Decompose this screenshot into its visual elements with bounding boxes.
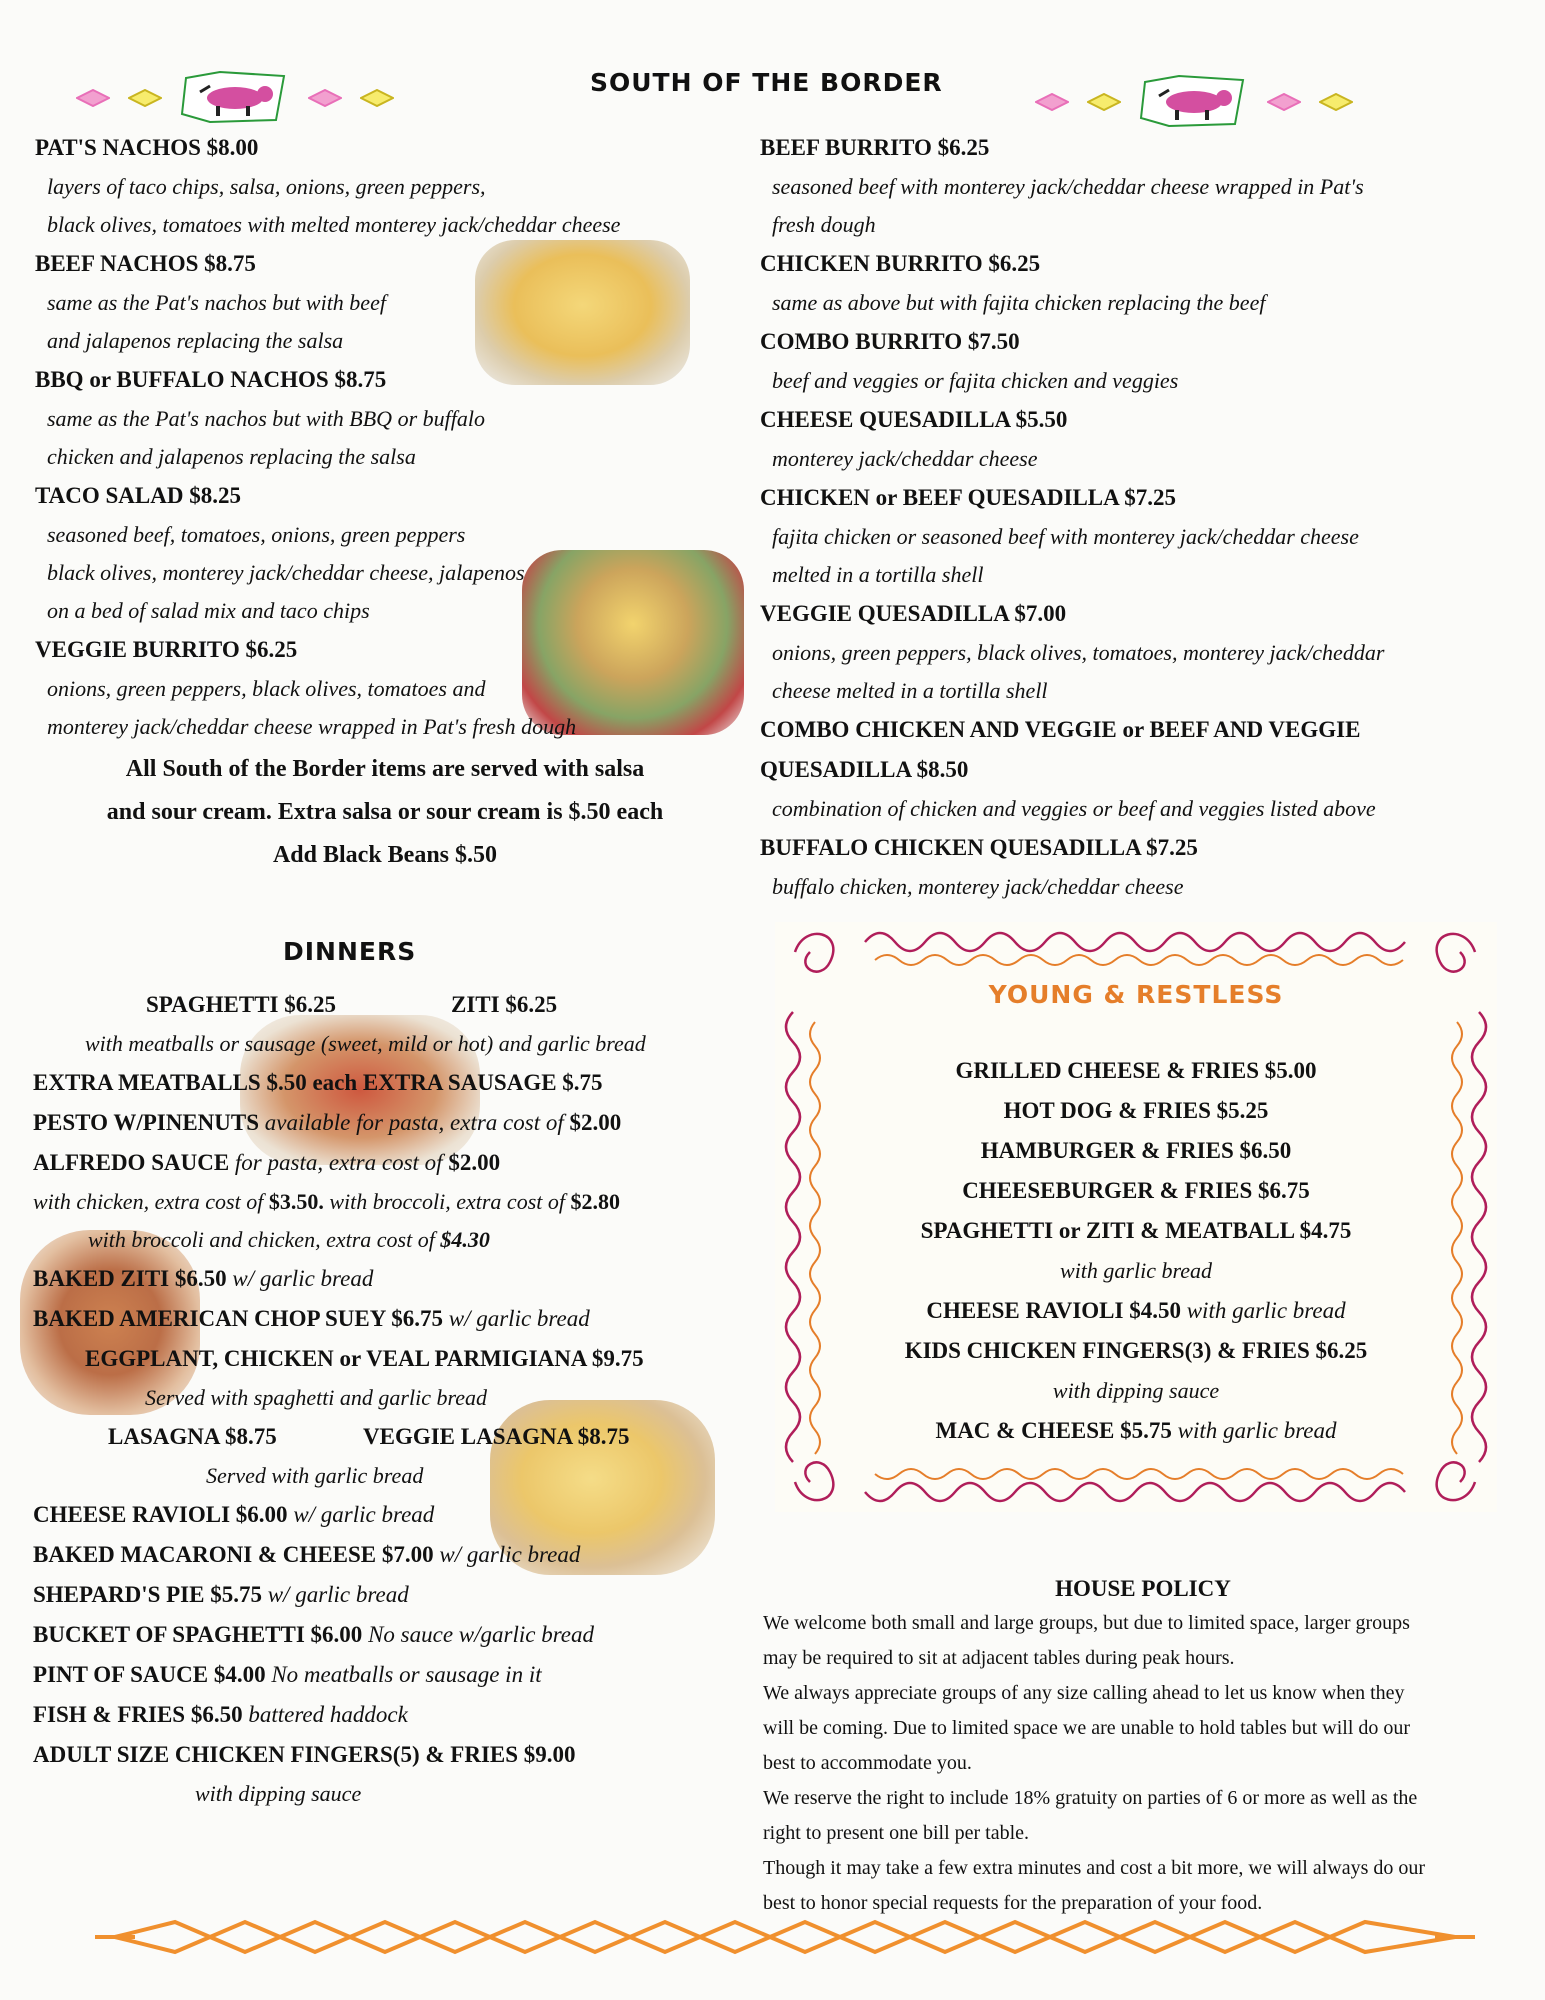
policy-line: We welcome both small and large groups, but due to limited space, larger groups	[763, 1612, 1410, 1634]
dinner-item-note: w/ garlic bread	[267, 1582, 409, 1607]
dinner-extra-meatballs: EXTRA MEATBALLS $.50 each EXTRA SAUSAGE $.75	[33, 1070, 603, 1095]
dinner-pesto	[33, 1103, 753, 1143]
menu-item-desc: chicken and jalapenos replacing the salsa	[47, 444, 416, 469]
menu-item-name: QUESADILLA $8.50	[760, 757, 969, 782]
dinner-option-note: with broccoli, extra cost of	[323, 1189, 571, 1214]
menu-item-name: VEGGIE QUESADILLA $7.00	[760, 601, 1067, 626]
menu-item-desc: same as the Pat's nachos but with BBQ or buffalo	[47, 406, 485, 431]
menu-item-desc: on a bed of salad mix and taco chips	[47, 598, 370, 623]
kids-item-desc: with garlic bread	[1060, 1258, 1212, 1283]
policy-line: may be required to sit at adjacent tables during peak hours.	[763, 1647, 1235, 1669]
menu-item-desc: fresh dough	[772, 212, 876, 237]
dinner-item-name: ADULT SIZE CHICKEN FINGERS(5) & FRIES $9.00	[33, 1742, 576, 1767]
kids-item: SPAGHETTI or ZITI & MEATBALL $4.75	[920, 1218, 1352, 1243]
dinner-item-name: PINT OF SAUCE $4.00	[33, 1662, 272, 1687]
dinner-item-note: w/ garlic bread	[232, 1266, 374, 1291]
dinner-desc: Served with garlic bread	[206, 1463, 424, 1488]
sob-note-line: and sour cream. Extra salsa or sour cream is $.50 each	[106, 799, 664, 825]
kids-item: KIDS CHICKEN FINGERS(3) & FRIES $6.25	[904, 1338, 1368, 1363]
policy-line: best to honor special requests for the preparation of your food.	[763, 1892, 1263, 1914]
young-restless-list	[775, 1051, 1497, 1451]
dinner-alfredo-options	[33, 1221, 753, 1259]
pink-diamond-icon	[1035, 93, 1069, 111]
policy-line: will be coming. Due to limited space we are unable to hold tables but will do our	[763, 1717, 1411, 1739]
dinner-list-item	[33, 1655, 753, 1695]
dinner-item-note: w/ garlic bread	[293, 1502, 435, 1527]
yellow-diamond-icon	[1087, 93, 1121, 111]
menu-item-desc: seasoned beef with monterey jack/cheddar cheese wrapped in Pat's	[772, 174, 1364, 199]
dinner-item-note: No sauce w/garlic bread	[368, 1622, 594, 1647]
menu-item-name: PAT'S NACHOS $8.00	[35, 135, 259, 160]
menu-item-desc: same as the Pat's nachos but with beef	[47, 290, 386, 315]
pink-diamond-icon	[1267, 93, 1301, 111]
dinner-list-item	[33, 1575, 753, 1615]
kids-item: HOT DOG & FRIES $5.25	[1003, 1098, 1269, 1123]
dinner-alfredo-options	[33, 1183, 753, 1221]
kids-item: HAMBURGER & FRIES $6.50	[980, 1138, 1292, 1163]
dinner-list-item	[33, 1495, 753, 1535]
dinner-item-name: CHEESE RAVIOLI $6.00	[33, 1502, 294, 1527]
menu-item-desc: cheese melted in a tortilla shell	[772, 678, 1048, 703]
sob-note-line: All South of the Border items are served with salsa	[125, 756, 645, 782]
menu-item-desc: onions, green peppers, black olives, tomatoes and	[47, 676, 486, 701]
menu-item-desc: buffalo chicken, monterey jack/cheddar cheese	[772, 874, 1184, 899]
dinner-ziti: ZITI $6.25	[451, 992, 558, 1017]
sob-note-line: Add Black Beans $.50	[272, 842, 498, 868]
policy-line: right to present one bill per table.	[763, 1822, 1030, 1844]
pink-diamond-icon	[76, 89, 110, 107]
menu-item-name: CHICKEN or BEEF QUESADILLA $7.25	[760, 485, 1176, 510]
kids-item: CHEESEBURGER & FRIES $6.75	[962, 1178, 1310, 1203]
yellow-diamond-icon	[360, 89, 394, 107]
menu-item-desc: fajita chicken or seasoned beef with monterey jack/cheddar cheese	[772, 524, 1359, 549]
dinner-item-name: FISH & FRIES $6.50	[33, 1702, 249, 1727]
menu-item-desc: monterey jack/cheddar cheese	[772, 446, 1038, 471]
policy-line: We reserve the right to include 18% gratuity on parties of 6 or more as well as the	[763, 1787, 1418, 1809]
menu-item-name: BUFFALO CHICKEN QUESADILLA $7.25	[760, 835, 1198, 860]
dinner-item-note: w/ garlic bread	[439, 1542, 581, 1567]
dinner-chop-suey	[33, 1299, 753, 1339]
kids-item-name: MAC & CHEESE $5.75	[935, 1418, 1178, 1443]
yellow-diamond-icon	[128, 89, 162, 107]
house-policy	[763, 1572, 1523, 1921]
dinner-parmigiana: EGGPLANT, CHICKEN or VEAL PARMIGIANA $9.75	[85, 1346, 644, 1371]
menu-item-name: VEGGIE BURRITO $6.25	[35, 637, 298, 662]
dinner-lasagna: LASAGNA $8.75	[108, 1424, 277, 1449]
dinner-alfredo	[33, 1143, 753, 1183]
dinner-list-item	[33, 1615, 753, 1655]
dinner-desc: with meatballs or sausage (sweet, mild or hot) and garlic bread	[85, 1031, 646, 1056]
dinner-desc: Served with spaghetti and garlic bread	[145, 1385, 487, 1410]
menu-item-name: BBQ or BUFFALO NACHOS $8.75	[35, 367, 387, 392]
section-title-young-restless: YOUNG & RESTLESS	[988, 980, 1284, 1009]
header-left-ornaments	[76, 70, 394, 125]
menu-item-name: TACO SALAD $8.25	[35, 483, 241, 508]
sob-left-column	[35, 128, 735, 877]
kids-item	[775, 1411, 1497, 1451]
dinner-veggie-lasagna: VEGGIE LASAGNA $8.75	[363, 1424, 630, 1449]
dinner-item-note: No meatballs or sausage in it	[271, 1662, 542, 1687]
pig-icon	[180, 70, 290, 125]
sob-note	[35, 748, 735, 877]
dinner-list-item	[33, 1735, 753, 1775]
menu-item-name: COMBO BURRITO $7.50	[760, 329, 1020, 354]
menu-item-desc: beef and veggies or fajita chicken and veggies	[772, 368, 1179, 393]
dinners-section	[33, 985, 753, 1813]
menu-item-name: BEEF NACHOS $8.75	[35, 251, 256, 276]
dinner-item-name: BUCKET OF SPAGHETTI $6.00	[33, 1622, 369, 1647]
menu-item-name: COMBO CHICKEN AND VEGGIE or BEEF AND VEGGIE	[760, 717, 1361, 742]
policy-line: best to accommodate you.	[763, 1752, 972, 1774]
kids-item: GRILLED CHEESE & FRIES $5.00	[955, 1058, 1317, 1083]
dinner-item-name: SHEPARD'S PIE $5.75	[33, 1582, 268, 1607]
house-policy-title: HOUSE POLICY	[1055, 1576, 1231, 1601]
dinner-alfredo-price: $2.00	[448, 1150, 501, 1175]
header-right-ornaments	[1035, 74, 1353, 129]
dinner-item-note: w/ garlic bread	[448, 1306, 590, 1331]
menu-item-desc: black olives, monterey jack/cheddar cheese, jalapenos	[47, 560, 525, 585]
menu-item-desc: black olives, tomatoes with melted monterey jack/cheddar cheese	[47, 212, 621, 237]
menu-item-desc: monterey jack/cheddar cheese wrapped in Pat's fresh dough	[47, 714, 577, 739]
dinner-item-note: battered haddock	[248, 1702, 408, 1727]
dinner-item-name: BAKED ZITI $6.50	[33, 1266, 233, 1291]
menu-item-name: CHICKEN BURRITO $6.25	[760, 251, 1041, 276]
yellow-diamond-icon	[1319, 93, 1353, 111]
dinner-option-note: with broccoli and chicken, extra cost of	[88, 1227, 441, 1252]
menu-item-desc: combination of chicken and veggies or beef and veggies listed above	[772, 796, 1376, 821]
menu-item-desc: melted in a tortilla shell	[772, 562, 984, 587]
dinner-alfredo-note: for pasta, extra cost of	[234, 1150, 449, 1175]
kids-item-name: CHEESE RAVIOLI $4.50	[926, 1298, 1187, 1323]
policy-line: Though it may take a few extra minutes and cost a bit more, we will always do our	[763, 1857, 1426, 1879]
dinner-option-price: $3.50.	[268, 1189, 324, 1214]
dinner-baked-ziti	[33, 1259, 753, 1299]
menu-item-desc: seasoned beef, tomatoes, onions, green peppers	[47, 522, 466, 547]
dinner-desc: with dipping sauce	[195, 1781, 362, 1806]
dinner-item-name: BAKED MACARONI & CHEESE $7.00	[33, 1542, 440, 1567]
menu-item-desc: and jalapenos replacing the salsa	[47, 328, 344, 353]
dinner-pesto-price: $2.00	[569, 1110, 622, 1135]
bottom-zigzag-border	[95, 1918, 1475, 1956]
kids-item-note: with garlic bread	[1186, 1298, 1346, 1323]
dinner-spaghetti: SPAGHETTI $6.25	[146, 992, 336, 1017]
dinner-option-price: $4.30	[440, 1227, 490, 1252]
dinner-pesto-name: PESTO W/PINENUTS	[33, 1110, 265, 1135]
dinner-list-item	[33, 1695, 753, 1735]
dinner-item-name: BAKED AMERICAN CHOP SUEY $6.75	[33, 1306, 449, 1331]
kids-item-desc: with dipping sauce	[1052, 1378, 1220, 1403]
menu-item-name: CHEESE QUESADILLA $5.50	[760, 407, 1068, 432]
pig-icon	[1139, 74, 1249, 129]
menu-item-desc: onions, green peppers, black olives, tomatoes, monterey jack/cheddar	[772, 640, 1385, 665]
dinner-pesto-note: available for pasta, extra cost of	[264, 1110, 570, 1135]
house-policy-text	[763, 1606, 1523, 1921]
menu-item-desc: same as above but with fajita chicken replacing the beef	[772, 290, 1266, 315]
section-title-dinners: DINNERS	[283, 937, 417, 966]
dinner-alfredo-name: ALFREDO SAUCE	[33, 1150, 235, 1175]
dinner-option-price: $2.80	[570, 1189, 620, 1214]
sob-right-column	[760, 128, 1520, 906]
menu-item-desc: layers of taco chips, salsa, onions, green peppers,	[47, 174, 486, 199]
dinner-option-note: with chicken, extra cost of	[33, 1189, 269, 1214]
section-title-south-of-border: SOUTH OF THE BORDER	[590, 68, 943, 97]
menu-item-name: BEEF BURRITO $6.25	[760, 135, 990, 160]
pink-diamond-icon	[308, 89, 342, 107]
dinner-list-item	[33, 1535, 753, 1575]
policy-line: We always appreciate groups of any size calling ahead to let us know when they	[763, 1682, 1405, 1704]
kids-item-note: with garlic bread	[1177, 1418, 1337, 1443]
kids-item	[775, 1291, 1497, 1331]
